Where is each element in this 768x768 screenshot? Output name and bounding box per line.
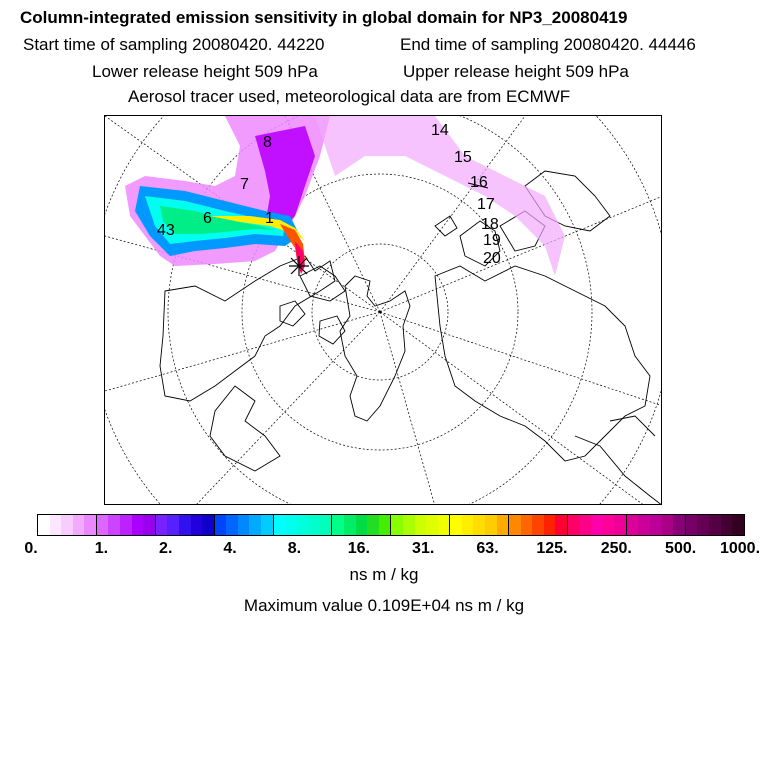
colorbar-cell xyxy=(97,515,109,535)
coastline-siberia xyxy=(435,266,650,461)
time-label-43: 43 xyxy=(157,222,175,239)
colorbar-cell xyxy=(544,515,556,535)
max-value-text: Maximum value 0.109E+04 ns m / kg xyxy=(243,596,525,615)
colorbar-tick-label: 1. xyxy=(94,540,109,557)
meridian-5 xyxy=(380,312,662,406)
colorbar-tick-label: 250. xyxy=(600,540,632,557)
colorbar-cell xyxy=(415,515,427,535)
colorbar-cell xyxy=(721,515,733,535)
polar-map xyxy=(105,116,662,505)
colorbar-cell xyxy=(697,515,709,535)
colorbar-tick-label: 31. xyxy=(412,540,435,557)
colorbar-cell xyxy=(143,515,156,535)
colorbar-cell xyxy=(673,515,686,535)
time-label-1: 1 xyxy=(265,210,274,227)
colorbar-cell xyxy=(497,515,510,535)
colorbar-cell xyxy=(532,515,544,535)
colorbar-cell xyxy=(274,515,286,535)
colorbar-cell xyxy=(215,515,227,535)
end-time-text: End time of sampling 20080420. 44446 xyxy=(400,35,696,54)
tracer-info-text: Aerosol tracer used, meteorological data are from ECMWF xyxy=(128,87,571,106)
colorbar-cell xyxy=(61,515,73,535)
colorbar-cell xyxy=(297,515,309,535)
colorbar-cell xyxy=(120,515,132,535)
colorbar-cell xyxy=(73,515,85,535)
colorbar-cell xyxy=(379,515,392,535)
time-label-17: 17 xyxy=(477,196,495,213)
colorbar-cell xyxy=(591,515,603,535)
latitude-circles xyxy=(105,116,662,505)
colorbar-cell xyxy=(356,515,368,535)
time-label-19: 19 xyxy=(483,232,501,249)
map-title: Column-integrated emission sensitivity in global domain for NP3_20080419 xyxy=(20,8,628,27)
time-label-18: 18 xyxy=(481,216,499,233)
colorbar-cell xyxy=(308,515,320,535)
time-label-6: 6 xyxy=(203,210,212,227)
coastline-alaska xyxy=(210,386,280,471)
colorbar-cell xyxy=(108,515,120,535)
plume-outer-spread xyxy=(315,116,565,276)
time-label-15: 15 xyxy=(454,149,472,166)
colorbar-tick-label: 1000. xyxy=(719,540,761,557)
time-label-7: 7 xyxy=(240,176,249,193)
coastline-iceland xyxy=(435,216,457,236)
coastline-canada xyxy=(160,256,335,401)
colorbar-cell xyxy=(450,515,462,535)
colorbar-cell xyxy=(732,515,744,535)
colorbar-tick-label: 0. xyxy=(24,540,38,557)
colorbar-cell xyxy=(627,515,639,535)
colorbar-cell xyxy=(580,515,592,535)
colorbar-cell xyxy=(650,515,662,535)
colorbar-cell xyxy=(662,515,674,535)
colorbar-cell xyxy=(132,515,144,535)
colorbar-cell xyxy=(191,515,203,535)
colorbar-cell xyxy=(473,515,485,535)
colorbar-unit: ns m / kg xyxy=(349,565,419,584)
colorbar-tick-label: 63. xyxy=(476,540,499,557)
meridian-7 xyxy=(380,312,435,505)
colorbar-cell xyxy=(521,515,533,535)
colorbar-tick-label: 8. xyxy=(287,540,302,557)
colorbar-cell xyxy=(285,515,297,535)
time-label-8: 8 xyxy=(263,134,272,151)
colorbar-cell xyxy=(555,515,568,535)
colorbar-cell xyxy=(709,515,721,535)
colorbar-tick-label: 2. xyxy=(159,540,173,557)
colorbar-cell xyxy=(438,515,451,535)
colorbar-tick-label: 4. xyxy=(223,540,237,557)
coastline-greenland xyxy=(340,276,410,421)
time-label-20: 20 xyxy=(483,250,501,267)
colorbar-cell xyxy=(686,515,698,535)
colorbar-cell xyxy=(249,515,261,535)
meridian-6 xyxy=(380,312,645,505)
colorbar-cell xyxy=(84,515,97,535)
colorbar-cell xyxy=(50,515,62,535)
colorbar-cell xyxy=(332,515,344,535)
lat-circle-60 xyxy=(168,116,592,505)
colorbar-cell xyxy=(344,515,356,535)
colorbar-tick-label: 16. xyxy=(347,540,370,557)
colorbar-cell xyxy=(568,515,580,535)
colorbar-cell xyxy=(38,515,50,535)
upper-release-height-text: Upper release height 509 hPa xyxy=(403,62,629,81)
colorbar-tick-label: 125. xyxy=(536,540,568,557)
meridian-8 xyxy=(195,312,380,505)
colorbar-cell xyxy=(226,515,238,535)
colorbar-cell xyxy=(320,515,333,535)
colorbar xyxy=(37,514,745,536)
colorbar-cell xyxy=(391,515,403,535)
colorbar-cell xyxy=(614,515,627,535)
colorbar-cell xyxy=(202,515,215,535)
time-label-14: 14 xyxy=(431,122,449,139)
release-point-marker xyxy=(289,256,309,276)
time-label-16: 16 xyxy=(470,174,488,191)
colorbar-cell xyxy=(603,515,615,535)
colorbar-cell xyxy=(426,515,438,535)
colorbar-cell xyxy=(509,515,521,535)
coastline-eastasia xyxy=(575,416,662,505)
map-panel xyxy=(104,115,662,505)
colorbar-cell xyxy=(367,515,379,535)
start-time-text: Start time of sampling 20080420. 44220 xyxy=(23,35,325,54)
colorbar-cell xyxy=(179,515,191,535)
colorbar-cell xyxy=(638,515,650,535)
colorbar-cell xyxy=(403,515,415,535)
colorbar-cell xyxy=(485,515,497,535)
colorbar-cell xyxy=(167,515,179,535)
colorbar-cell xyxy=(238,515,250,535)
colorbar-cell xyxy=(156,515,168,535)
lower-release-height-text: Lower release height 509 hPa xyxy=(92,62,318,81)
colorbar-cell xyxy=(462,515,474,535)
colorbar-cell xyxy=(261,515,274,535)
colorbar-tick-label: 500. xyxy=(665,540,697,557)
